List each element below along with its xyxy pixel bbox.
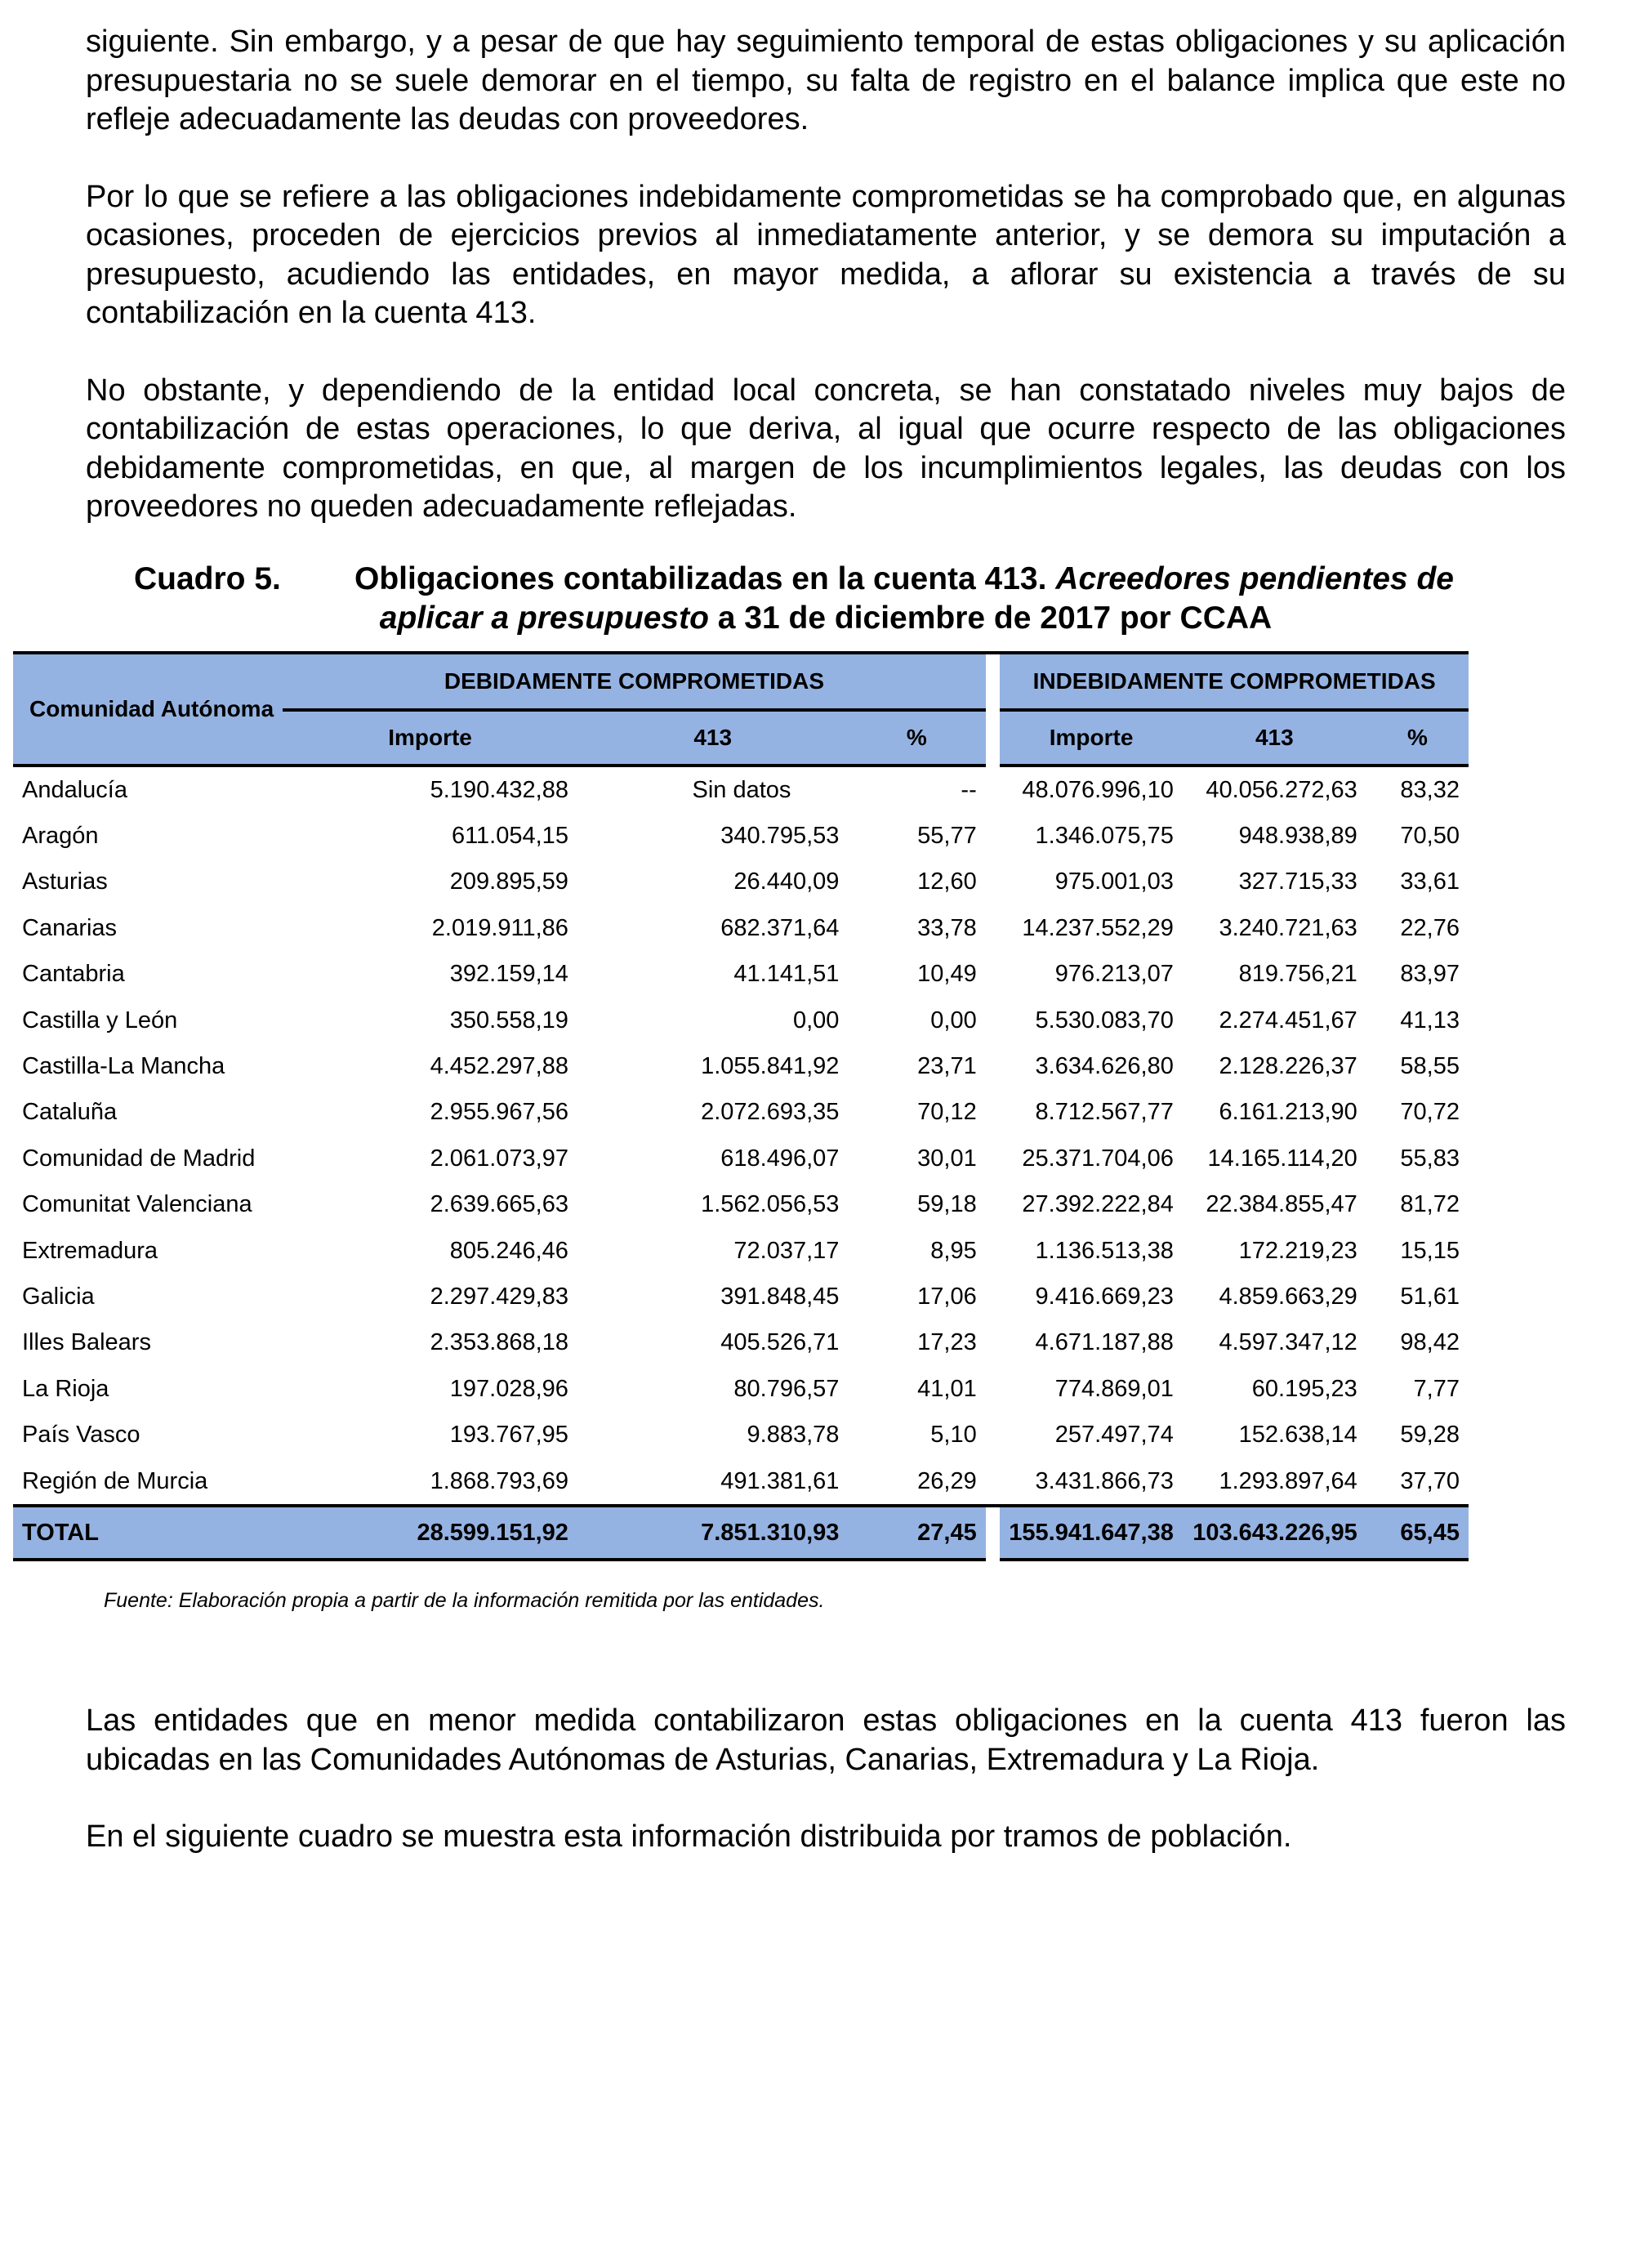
cell-indebid-413: 2.274.451,67 [1219, 1007, 1357, 1034]
column-header-importe: Importe [1000, 710, 1183, 766]
cell-debid-413: 7.851.310,93 [577, 1506, 848, 1560]
cell-indebid-importe: 774.869,01 [1054, 1375, 1174, 1402]
cell-indebid-413: 14.165.114,20 [1207, 1145, 1357, 1172]
cell-indebid-pct: 98,42 [1400, 1329, 1460, 1356]
cell-debid-importe: 350.558,19 [449, 1007, 568, 1034]
table-row [13, 1412, 1469, 1458]
cell-debid-importe: 611.054,15 [451, 823, 568, 850]
column-header-percent: % [1366, 710, 1469, 766]
cell-indebid-importe: 5.530.083,70 [1035, 1007, 1174, 1034]
cell-indebid-importe: 9.416.669,23 [1035, 1283, 1174, 1310]
table-row [13, 1366, 1469, 1412]
cell-indebid-importe: 975.001,03 [1054, 868, 1174, 895]
cell-indebid-pct: 41,13 [1400, 1007, 1460, 1034]
table-body [13, 766, 1469, 1560]
cell-debid-importe: 197.028,96 [449, 1375, 568, 1402]
cell-debid-pct: 30,01 [917, 1145, 977, 1172]
document-body-after [86, 1702, 1566, 1857]
table-row [13, 998, 1469, 1043]
cell-region: Aragón [22, 823, 99, 850]
caption-title-italic: Acreedores pendientes de [1055, 560, 1454, 596]
table-row [13, 1136, 1469, 1181]
table-row [13, 1228, 1469, 1274]
cell-region: Andalucía [22, 776, 127, 803]
cell-debid-importe: 28.599.151,92 [283, 1506, 577, 1560]
column-header-region: Comunidad Autónoma [13, 653, 283, 766]
cell-region: La Rioja [22, 1375, 109, 1402]
cell-indebid-413: 2.128.226,37 [1219, 1053, 1357, 1080]
cell-debid-413: 26.440,09 [733, 868, 840, 895]
cell-indebid-413: 4.859.663,29 [1219, 1283, 1357, 1310]
cell-indebid-413: 40.056.272,63 [1206, 776, 1357, 803]
cell-region: País Vasco [22, 1422, 140, 1449]
cell-indebid-importe: 14.237.552,29 [1022, 914, 1174, 941]
cell-indebid-413: 152.638,14 [1238, 1422, 1357, 1449]
cell-indebid-importe: 48.076.996,10 [1022, 776, 1174, 803]
table-row [13, 766, 1469, 813]
group-header-debidamente: DEBIDAMENTE COMPROMETIDAS [283, 653, 986, 710]
cell-debid-413: 80.796,57 [733, 1375, 840, 1402]
caption-title: Obligaciones contabilizadas en la cuenta 413. [354, 560, 1047, 596]
cell-indebid-413: 60.195,23 [1251, 1375, 1357, 1402]
cell-debid-importe: 2.061.073,97 [430, 1145, 568, 1172]
cell-debid-413: 41.141,51 [733, 961, 840, 988]
cell-debid-pct: -- [961, 776, 977, 803]
cell-indebid-importe: 4.671.187,88 [1035, 1329, 1174, 1356]
table-row [13, 952, 1469, 998]
cell-debid-pct: 26,29 [917, 1467, 977, 1494]
cell-indebid-importe: 976.213,07 [1054, 961, 1174, 988]
cell-region: Cataluña [22, 1099, 118, 1126]
cell-indebid-413: 327.715,33 [1238, 868, 1357, 895]
cell-indebid-importe: 155.941.647,38 [1000, 1506, 1183, 1560]
cell-indebid-importe: 1.346.075,75 [1035, 823, 1174, 850]
cell-debid-pct: 55,77 [917, 823, 977, 850]
table-row [13, 859, 1469, 905]
cell-region: Castilla-La Mancha [22, 1053, 225, 1080]
table-row [13, 1274, 1469, 1319]
cell-debid-413: 2.072.693,35 [701, 1099, 840, 1126]
paragraph: Las entidades que en menor medida contabilizaron estas obligaciones en la cuenta 413 fueron las ubicadas en las Comunidades Autónomas de Asturias, Canarias, Extremadura y La Rioja. [86, 1703, 1566, 1777]
cell-indebid-413: 6.161.213,90 [1219, 1099, 1357, 1126]
cell-debid-pct: 70,12 [917, 1099, 977, 1126]
caption-title-tail: a 31 de diciembre de 2017 por CCAA [717, 600, 1273, 636]
cell-indebid-pct: 22,76 [1400, 914, 1460, 941]
cell-region: Comunidad de Madrid [22, 1145, 256, 1172]
cell-debid-importe: 805.246,46 [449, 1237, 568, 1264]
cell-debid-413: 391.848,45 [720, 1283, 840, 1310]
cell-indebid-pct: 58,55 [1400, 1053, 1460, 1080]
cell-indebid-importe: 1.136.513,38 [1035, 1237, 1174, 1264]
cell-indebid-413: 4.597.347,12 [1219, 1329, 1357, 1356]
table-row [13, 1043, 1469, 1089]
document-body [86, 23, 1566, 638]
cell-indebid-pct: 15,15 [1400, 1237, 1460, 1264]
cell-region: Región de Murcia [22, 1467, 208, 1494]
cell-region: Canarias [22, 914, 118, 941]
cell-indebid-pct: 7,77 [1413, 1375, 1460, 1402]
cell-indebid-importe: 8.712.567,77 [1035, 1099, 1174, 1126]
group-header-indebidamente: INDEBIDAMENTE COMPROMETIDAS [1000, 653, 1469, 710]
cell-debid-pct: 10,49 [917, 961, 977, 988]
cell-indebid-413: 3.240.721,63 [1219, 914, 1357, 941]
caption-number: Cuadro 5. [134, 560, 281, 596]
table-row [13, 1090, 1469, 1136]
cell-debid-413: 1.562.056,53 [701, 1191, 840, 1218]
cell-debid-413: 682.371,64 [720, 914, 840, 941]
cell-debid-pct: 23,71 [917, 1053, 977, 1080]
data-table [13, 651, 1469, 1561]
cell-region: Castilla y León [22, 1007, 178, 1034]
cell-indebid-pct: 51,61 [1400, 1283, 1460, 1310]
paragraph: Por lo que se refiere a las obligaciones indebidamente comprometidas se ha comprobado que, en algunas ocasiones, proceden de ejercicios previos al inmediatamente anterior, y se demora su imputación a presupuesto, acudiendo las entidades, en mayor medida, a aflorar su existencia a través de su contabilización en la cuenta 413. [86, 179, 1566, 330]
cell-region: Comunitat Valenciana [22, 1191, 252, 1218]
caption-title-italic: aplicar a presupuesto [379, 600, 709, 636]
cell-indebid-importe: 3.431.866,73 [1035, 1467, 1174, 1494]
table-total-row [13, 1506, 1469, 1560]
cell-region: Illes Balears [22, 1329, 151, 1356]
column-header-413: 413 [1183, 710, 1366, 766]
cell-debid-413: 491.381,61 [720, 1467, 840, 1494]
cell-debid-413: 618.496,07 [720, 1145, 840, 1172]
table-caption [86, 560, 1566, 638]
cell-indebid-importe: 27.392.222,84 [1022, 1191, 1174, 1218]
cell-indebid-413: 948.938,89 [1238, 823, 1357, 850]
cell-debid-pct: 41,01 [917, 1375, 977, 1402]
cell-debid-importe: 2.353.868,18 [430, 1329, 568, 1356]
cell-indebid-pct: 37,70 [1400, 1467, 1460, 1494]
cell-indebid-importe: 25.371.704,06 [1022, 1145, 1174, 1172]
cell-debid-importe: 392.159,14 [449, 961, 568, 988]
table-row [13, 1182, 1469, 1228]
cell-debid-413: 340.795,53 [720, 823, 840, 850]
cell-indebid-413: 103.643.226,95 [1183, 1506, 1366, 1560]
cell-debid-413: 72.037,17 [733, 1237, 840, 1264]
cell-indebid-pct: 70,50 [1400, 823, 1460, 850]
cell-debid-413: Sin datos [692, 776, 791, 803]
cell-region: Extremadura [22, 1237, 158, 1264]
cell-debid-413: 405.526,71 [720, 1329, 840, 1356]
table-row [13, 905, 1469, 951]
paragraph: siguiente. Sin embargo, y a pesar de que hay seguimiento temporal de estas obligaciones y su aplicación presupuestaria no se suele demorar en el tiempo, su falta de registro en el balance implica que este no refleje adecuadamente las deudas con proveedores. [86, 25, 1566, 136]
cell-debid-pct: 59,18 [917, 1191, 977, 1218]
cell-debid-413: 9.883,78 [747, 1422, 840, 1449]
cell-indebid-pct: 83,32 [1400, 776, 1460, 803]
cell-debid-pct: 17,23 [917, 1329, 977, 1356]
cell-debid-importe: 2.955.967,56 [430, 1099, 568, 1126]
cell-debid-importe: 1.868.793,69 [430, 1467, 568, 1494]
cell-debid-pct: 12,60 [917, 868, 977, 895]
cell-debid-413: 0,00 [792, 1007, 840, 1034]
cell-indebid-importe: 3.634.626,80 [1035, 1053, 1174, 1080]
cell-region: Cantabria [22, 961, 125, 988]
cell-region: TOTAL [13, 1506, 283, 1560]
cell-debid-pct: 8,95 [930, 1237, 977, 1264]
cell-indebid-pct: 33,61 [1400, 868, 1460, 895]
table-row [13, 813, 1469, 859]
cell-debid-importe: 2.297.429,83 [430, 1283, 568, 1310]
cell-debid-importe: 5.190.432,88 [430, 776, 568, 803]
cell-indebid-pct: 83,97 [1400, 961, 1460, 988]
cell-region: Asturias [22, 868, 108, 895]
cell-debid-pct: 0,00 [930, 1007, 977, 1034]
cell-debid-pct: 27,45 [848, 1506, 985, 1560]
cell-indebid-pct: 70,72 [1400, 1099, 1460, 1126]
cell-indebid-pct: 81,72 [1400, 1191, 1460, 1218]
cell-debid-importe: 2.639.665,63 [430, 1191, 568, 1218]
cell-debid-importe: 2.019.911,86 [431, 914, 568, 941]
cell-indebid-413: 172.219,23 [1238, 1237, 1357, 1264]
table-row [13, 1320, 1469, 1366]
cell-debid-pct: 17,06 [917, 1283, 977, 1310]
column-header-percent: % [848, 710, 985, 766]
column-header-importe: Importe [283, 710, 577, 766]
table-row [13, 1458, 1469, 1506]
cell-indebid-pct: 55,83 [1400, 1145, 1460, 1172]
cell-debid-importe: 4.452.297,88 [430, 1053, 568, 1080]
paragraph: En el siguiente cuadro se muestra esta información distribuida por tramos de población. [86, 1819, 1292, 1854]
cell-debid-importe: 193.767,95 [449, 1422, 568, 1449]
cell-debid-pct: 5,10 [930, 1422, 977, 1449]
cell-indebid-413: 22.384.855,47 [1206, 1191, 1357, 1218]
cell-indebid-pct: 59,28 [1400, 1422, 1460, 1449]
cell-indebid-importe: 257.497,74 [1054, 1422, 1174, 1449]
cell-debid-importe: 209.895,59 [449, 868, 568, 895]
cell-indebid-413: 819.756,21 [1238, 961, 1357, 988]
paragraph: No obstante, y dependiendo de la entidad local concreta, se han constatado niveles muy bajos de contabilización de estas operaciones, lo que deriva, al igual que ocurre respecto de las obligaciones debidamente comprometidas, en que, al margen de los incumplimientos legales, las deudas con los proveedores no queden adecuadamente reflejadas. [86, 373, 1566, 524]
cell-debid-pct: 33,78 [917, 914, 977, 941]
column-header-413: 413 [577, 710, 848, 766]
cell-debid-413: 1.055.841,92 [701, 1053, 840, 1080]
table-source-note: Fuente: Elaboración propia a partir de la información remitida por las entidades. [104, 1589, 825, 1612]
cell-region: Galicia [22, 1283, 95, 1310]
cell-indebid-413: 1.293.897,64 [1219, 1467, 1357, 1494]
cell-indebid-pct: 65,45 [1366, 1506, 1469, 1560]
